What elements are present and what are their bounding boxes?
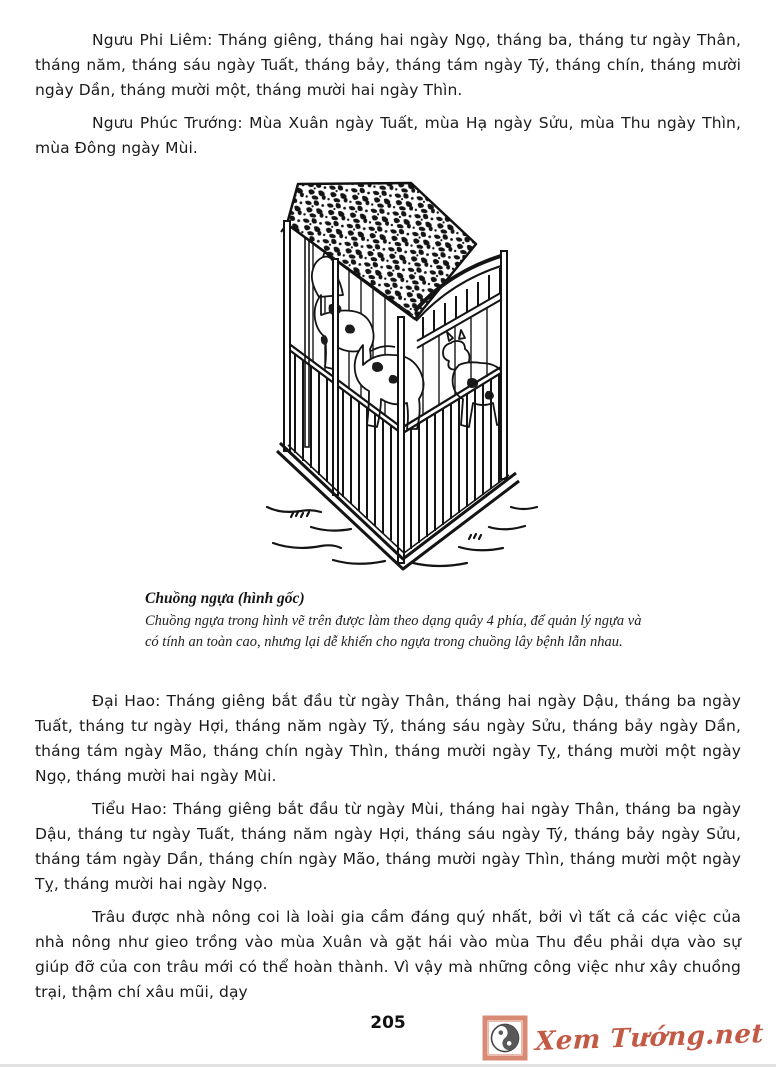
- paragraph-dai-hao: Đại Hao: Tháng giêng bắt đầu từ ngày Thân, tháng hai ngày Dậu, tháng ba ngày Tuất, tháng tư ngày Hợi, tháng năm ngày Tý, tháng sáu ngày Sửu, tháng bảy ngày Dần, tháng tám ngày Mão, tháng chín ngày Thìn, tháng mười ngày Tỵ, tháng mười một ngày Ngọ, tháng mười hai ngày Mùi.: [35, 692, 741, 785]
- thatched-roof: [281, 183, 476, 319]
- paragraph-nguu-phi-liem: Ngưu Phi Liêm: Tháng giêng, tháng hai ngày Ngọ, tháng ba, tháng tư ngày Thân, tháng năm, tháng sáu ngày Tuất, tháng bảy, tháng tám ngày Tý, tháng chín, tháng mười ngày Dần, tháng mười một, tháng mười hai ngày Thìn.: [35, 31, 741, 99]
- horse-stable-illustration: [263, 175, 547, 575]
- interior-post: [305, 233, 309, 447]
- stable-figure: [263, 175, 547, 575]
- figure-caption: [145, 589, 647, 653]
- yin-yang-icon: [482, 1015, 528, 1061]
- watermark: [482, 1015, 764, 1061]
- paragraph-trau: Trâu được nhà nông coi là loài gia cầm đáng quý nhất, bởi vì tất cả các việc của nhà nông như gieo trồng vào mùa Xuân và gặt hái vào mùa Thu đều phải dựa vào sự giúp đỡ của con trâu mới có thể hoàn thành. Vì vậy mà những công việc như xây chuồng trại, thậm chí xâu mũi, dạy: [35, 908, 741, 1001]
- paragraph-tieu-hao: Tiểu Hao: Tháng giêng bắt đầu từ ngày Mùi, tháng hai ngày Thân, tháng ba ngày Dậu, tháng tư ngày Tuất, tháng năm ngày Hợi, tháng sáu ngày Tý, tháng bảy ngày Sửu, tháng tám ngày Dần, tháng chín ngày Mão, tháng mười ngày Thìn, tháng mười một ngày Tỵ, tháng mười hai ngày Ngọ.: [35, 800, 741, 893]
- figure-caption-title: Chuồng ngựa (hình gốc): [145, 590, 305, 607]
- figure-caption-body: Chuồng ngựa trong hình vẽ trên được làm theo dạng quây 4 phía, để quản lý ngựa và có tính an toàn cao, nhưng lại dễ khiến cho ngựa trong chuồng lây bệnh lẫn nhau.: [145, 613, 642, 650]
- watermark-text: Xem Tướng.net: [534, 1018, 765, 1058]
- paragraph-nguu-phuc-truong: Ngưu Phúc Trướng: Mùa Xuân ngày Tuất, mùa Hạ ngày Sửu, mùa Thu ngày Thìn, mùa Đông ngày Mùi.: [35, 114, 741, 157]
- page-number: 205: [370, 1013, 406, 1033]
